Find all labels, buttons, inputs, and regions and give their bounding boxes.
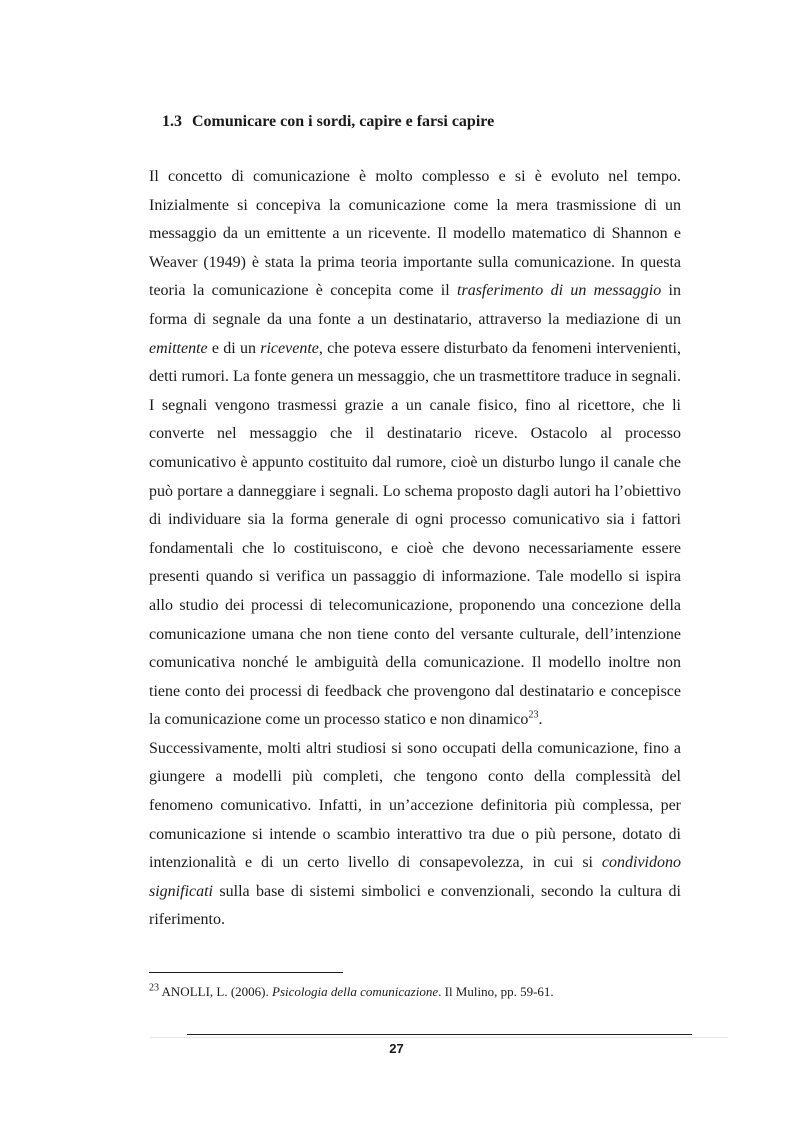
section-number: 1.3	[162, 113, 182, 130]
p1-emphasis-2: emittente	[149, 339, 208, 357]
p1-emphasis-1: trasferimento di un messaggio	[457, 282, 662, 300]
footer-rule	[187, 1034, 692, 1035]
footnote-title: Psicologia della comunicazione	[272, 984, 439, 999]
p2-text-1: Successivamente, molti altri studiosi si sono occupati della comunicazione, fino a giungere a modelli più completi, che tengono conto della complessità del fenomeno comunicativo. Infatti, in un’accezione definitoria più complessa, per comunicazione si intende o scambio interattivo tra due o più persone, dotato di intenzionalità e di un certo livello di consapevolezza, in cui si	[149, 739, 681, 872]
paragraph-1	[149, 163, 681, 735]
footnote-separator	[149, 972, 343, 973]
p2-emphasis-1: condividono significati	[149, 854, 681, 900]
footnote-rest: . Il Mulino, pp. 59-61.	[438, 984, 554, 999]
footnote-author: ANOLLI, L. (2006).	[159, 984, 273, 999]
footnote-reference[interactable]: 23	[528, 709, 539, 721]
paragraph-2	[149, 735, 681, 935]
footnote-number: 23	[149, 982, 159, 994]
p1-text-1: Il concetto di comunicazione è molto complesso e si è evoluto nel tempo. Inizialmente si concepiva la comunicazione come la mera trasmissione di un messaggio da un emittente a un ricevente. Il modello matematico di Shannon e Weaver (1949) è stata la prima teoria importante sulla comunicazione. In questa teoria la comunicazione è concepita come il	[149, 168, 681, 300]
p1-text-2: in forma di segnale da una fonte a un destinatario, attraverso la mediazione di un	[149, 282, 682, 328]
footnote	[149, 984, 554, 1000]
p2-text-2: sulla base di sistemi simbolici e convenzionali, secondo la cultura di riferimento.	[149, 882, 681, 929]
section-title: Comunicare con i sordi, capire e farsi capire	[192, 113, 495, 130]
p1-text-4: che poteva essere disturbato da fenomeni intervenienti, detti rumori. La fonte genera un messaggio, che un trasmettitore traduce in segnali. I segnali vengono trasmessi grazie a un canale fisico, fino al ricettore, che li converte nel messaggio che il destinatario riceve. Ostacolo al processo comunicativo è appunto costituito dal rumore, cioè un disturbo lungo il canale che può portare a danneggiare i segnali. Lo schema proposto dagli autori ha l’obiettivo di individuare sia la forma generale di ogni processo comunicativo sia i fattori fondamentali che lo costituiscono, e cioè che devono necessariamente essere presenti quando si verifica un passaggio di informazione. Tale modello si ispira allo studio dei processi di telecomunicazione, proponendo una concezione della comunicazione umana che non tiene conto del versante culturale, dell’intenzione comunicativa nonché le ambiguità della comunicazione. Il modello inoltre non tiene conto dei processi di feedback che provengono dal destinatario e concepisce la comunicazione come un processo statico e non dinamico	[149, 339, 682, 729]
footer-rule-faint	[150, 1037, 728, 1038]
p1-emphasis-3: ricevente,	[260, 339, 323, 357]
body-text	[149, 163, 681, 935]
section-heading	[162, 113, 494, 131]
p1-text-3: e di un	[207, 339, 261, 357]
page-number: 27	[389, 1041, 404, 1056]
p1-text-5: .	[538, 711, 543, 729]
